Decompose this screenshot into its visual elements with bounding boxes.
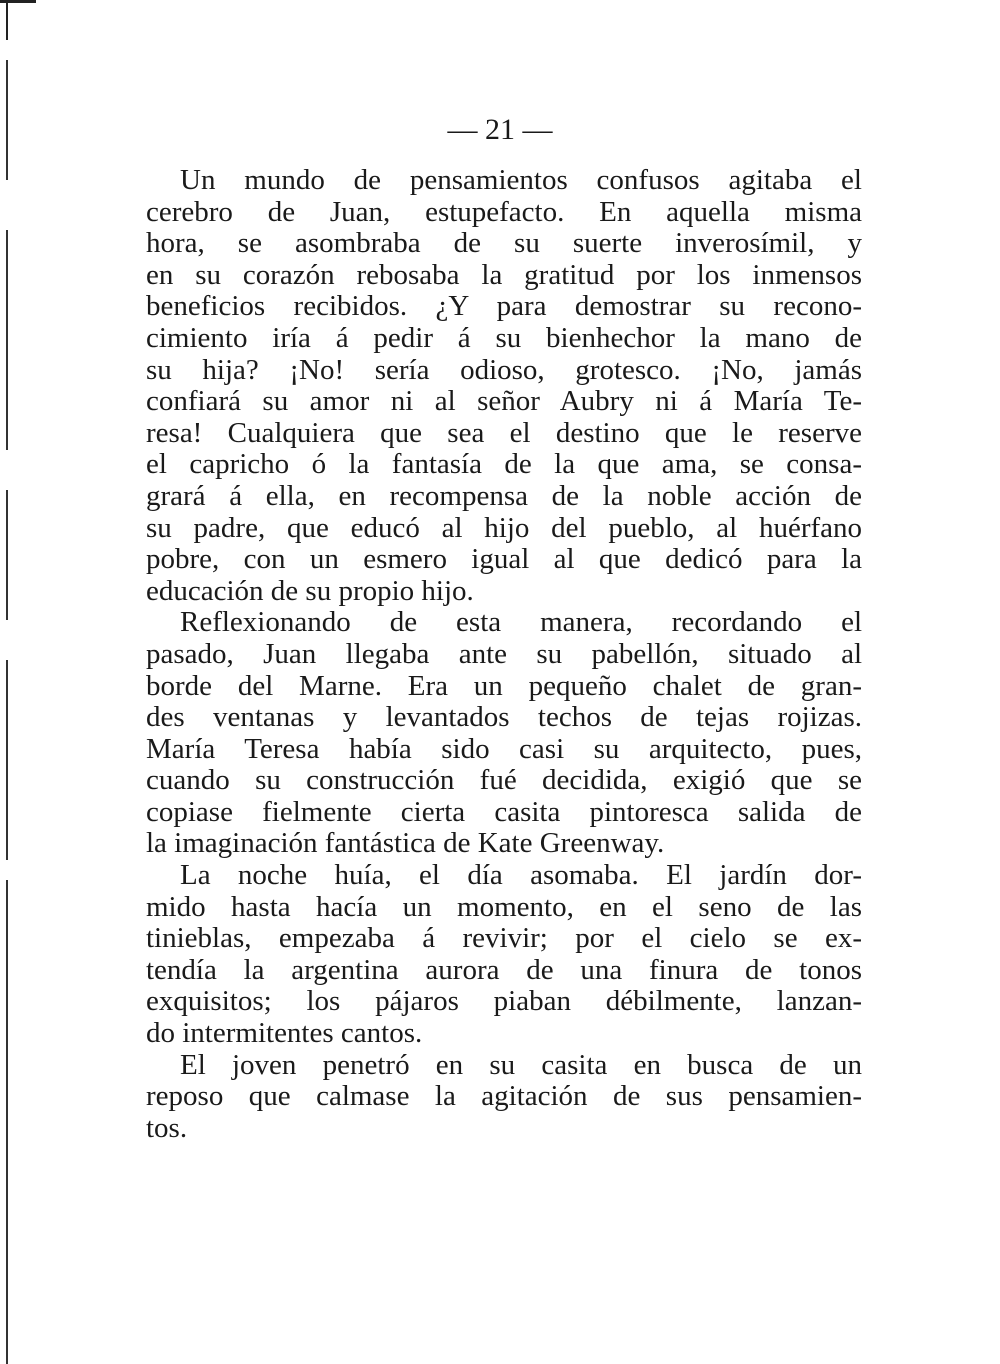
text-line: cuando su construcción fué decidida, exigió que se — [146, 764, 862, 797]
text-line: grará á ella, en recompensa de la noble acción de — [146, 479, 862, 512]
text-line: su hija? ¡No! sería odioso, grotesco. ¡No, jamás — [146, 353, 862, 386]
text-line: el capricho ó la fantasía de la que ama, se consa- — [146, 448, 862, 481]
text-line: mido hasta hacía un momento, en el seno de las — [146, 890, 862, 923]
text-line: pasado, Juan llegaba ante su pabellón, situado al — [146, 637, 862, 670]
text-line: en su corazón rebosaba la gratitud por los inmensos — [146, 258, 862, 291]
text-line: borde del Marne. Era un pequeño chalet de gran- — [146, 669, 862, 702]
text-line: María Teresa había sido casi su arquitecto, pues, — [146, 732, 862, 765]
scan-edge-line — [6, 0, 8, 1364]
text-line: des ventanas y levantados techos de tejas rojizas. — [146, 701, 862, 734]
text-line: hora, se asombraba de su suerte inverosímil, y — [146, 227, 862, 260]
text-line: do intermitentes cantos. — [146, 1017, 423, 1050]
text-line: tendía la argentina aurora de una finura de tonos — [146, 953, 862, 986]
text-line: resa! Cualquiera que sea el destino que le reserve — [146, 416, 862, 449]
text-line: Reflexionando de esta manera, recordando el — [180, 606, 862, 639]
text-line: tos. — [146, 1111, 188, 1144]
text-line: exquisitos; los pájaros piaban débilmente, lanzan- — [146, 985, 862, 1018]
text-line: Un mundo de pensamientos confusos agitaba el — [180, 164, 862, 196]
text-line: educación de su propio hijo. — [146, 574, 474, 607]
text-line: tinieblas, empezaba á revivir; por el cielo se ex- — [146, 922, 862, 955]
text-line: reposo que calmase la agitación de sus pensamien- — [146, 1080, 862, 1113]
text-line: su padre, que educó al hijo del pueblo, al huérfano — [146, 511, 862, 544]
text-line: copiase fielmente cierta casita pintoresca salida de — [146, 795, 862, 828]
text-line: El joven penetró en su casita en busca de un — [180, 1048, 862, 1081]
body-text — [146, 165, 862, 1144]
text-line: cerebro de Juan, estupefacto. En aquella misma — [146, 195, 862, 228]
text-line: confiará su amor ni al señor Aubry ni á María Te- — [146, 385, 862, 418]
text-line: La noche huía, el día asomaba. El jardín dor- — [180, 859, 862, 892]
text-line: cimiento iría á pedir á su bienhechor la mano de — [146, 321, 862, 354]
text-line: la imaginación fantástica de Kate Greenway. — [146, 827, 665, 860]
text-line: beneficios recibidos. ¿Y para demostrar su recono- — [146, 290, 862, 323]
page-number: — 21 — — [447, 113, 553, 146]
text-line: pobre, con un esmero igual al que dedicó para la — [146, 543, 862, 576]
